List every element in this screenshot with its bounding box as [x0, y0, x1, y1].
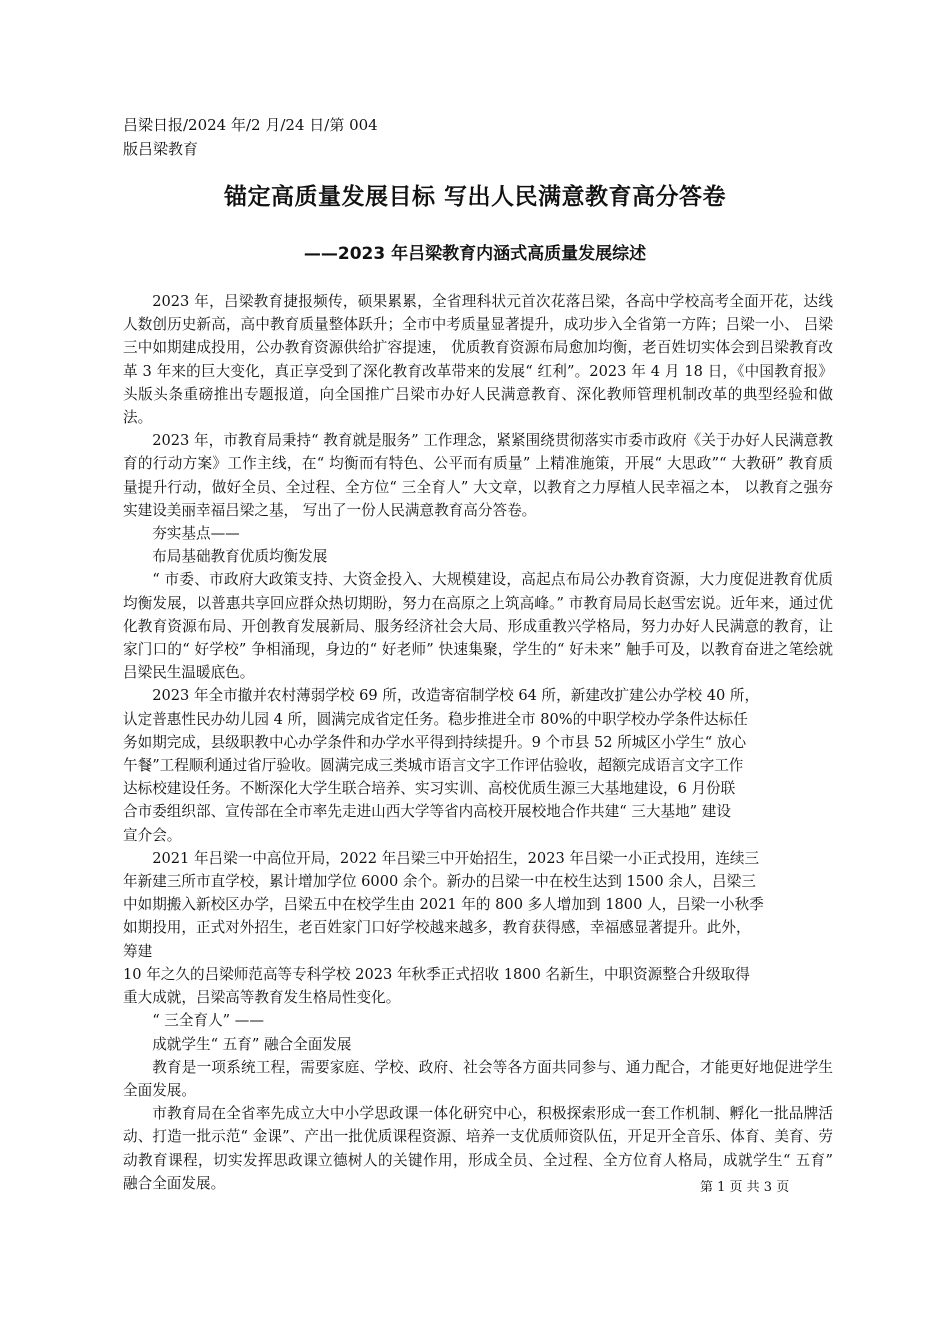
paragraph-line: 2023 年全市撤并农村薄弱学校 69 所，改造寄宿制学校 64 所，新建改扩建公办学校 40 所， [152, 687, 760, 705]
paragraph: 2023 年，吕梁教育捷报频传，硕果累累，全省理科状元首次花落吕梁，各高中学校高考全面开花，达线人数创历史新高，高中教育质量整体跃升；全市中考质量显著提升，成功步入全省第一方阵；吕梁一小、 吕梁三中如期建成投用，公办教育资源供给扩容提速， 优质教育资源布局愈加均衡，老百姓切实体会到吕梁教育改革 3 年来的巨大变化，真正享受到了深化教育改革带来的发展“ 红利”。2023 年 4 月 18 日，《中国教育报》头版头条重磅推出专题报道，向全国推广吕梁市办好人民满意教育、深化教师管理机制改革的典型经验和做法。 [123, 293, 833, 427]
paragraph: 市教育局在全省率先成立大中小学思政课一体化研究中心，积极探索形成一套工作机制、孵化一批品牌活动、打造一批示范“ 金课”、产出一批优质课程资源、培养一支优质师资队伍，开足开全音乐、体育、美育、劳动教育课程，切实发挥思政课立德树人的关键作用，形成全员、全过程、全方位育人格局，成就学生“ 五育” 融合全面发展。 [123, 1105, 833, 1192]
paragraph-line: 中如期搬入新校区办学，吕梁五中在校学生由 2021 年的 800 多人增加到 1800 人，吕梁一小秋季 [123, 896, 764, 914]
paragraph: 2023 年，市教育局秉持“ 教育就是服务” 工作理念，紧紧围绕贯彻落实市委市政府《关于办好人民满意教育的行动方案》工作主线，在“ 均衡而有特色、公平而有质量” 上精准施策，开展“ 大思政”“ 大教研” 教育质量提升行动，做好全员、全过程、全方位“ 三全育人” 大文章，以教育之力厚植人民幸福之本， 以教育之强夯实建设美丽幸福吕梁之基， 写出了一份人民满意教育高分答卷。 [123, 432, 833, 519]
paragraph-line: 如期投用，正式对外招生，老百姓家门口好学校越来越多，教育获得感，幸福感显著提升。此外， [123, 919, 751, 937]
section-line: 版吕梁教育 [123, 140, 199, 158]
section-heading: “ 三全育人” —— [152, 1012, 264, 1030]
article-body [123, 290, 833, 1195]
paragraph-line: 合市委组织部、宣传部在全市率先走进山西大学等省内高校开展校地合作共建“ 三大基地” 建设 [123, 803, 731, 821]
paragraph-line: 达标校建设任务。不断深化大学生联合培养、实习实训、高校优质生源三大基地建设，6 月份联 [123, 780, 736, 798]
paragraph-line: 筹建 [123, 942, 153, 960]
publication-info [123, 113, 523, 161]
paragraph-line: 重大成就，吕梁高等教育发生格局性变化。 [123, 989, 401, 1007]
section-heading: 夯实基点—— [152, 525, 240, 543]
page-number: 第 1 页 共 3 页 [700, 1180, 790, 1195]
section-heading: 布局基础教育优质均衡发展 [152, 548, 328, 566]
paragraph-line: 宣介会。 [123, 826, 182, 844]
paragraph-line: 务如期完成，县级职教中心办学条件和办学水平得到持续提升。9 个市县 52 所城区小学生“ 放心 [123, 733, 747, 751]
publication-line: 吕梁日报/2024 年/2 月/24 日/第 004 [123, 116, 378, 134]
paragraph-line: 认定普惠性民办幼儿园 4 所，圆满完成省定任务。稳步推进全市 80%的中职学校办学条件达标任 [123, 710, 748, 728]
paragraph-line: 年新建三所市直学校，累计增加学位 6000 余个。新办的吕梁一中在校生达到 1500 余人，吕梁三 [123, 873, 756, 891]
section-heading: 成就学生“ 五育” 融合全面发展 [152, 1035, 352, 1053]
article-subtitle: ——2023 年吕梁教育内涵式高质量发展综述 [303, 244, 647, 264]
paragraph-line: 午餐”工程顺利通过省厅验收。圆满完成三类城市语言文字工作评估验收，超额完成语言文字工作 [123, 757, 744, 775]
paragraph-line: 10 年之久的吕梁师范高等专科学校 2023 年秋季正式招收 1800 名新生，中职资源整合升级取得 [123, 965, 750, 983]
paragraph: “ 市委、市政府大政策支持、大资金投入、大规模建设，高起点布局公办教育资源，大力度促进教育优质均衡发展，以普惠共享回应群众热切期盼，努力在高原之上筑高峰。” 市教育局局长赵雪宏说。近年来，通过优化教育资源布局、开创教育发展新局、服务经济社会大局、形成重教兴学格局，努力办好人民满意的教育，让家门口的“ 好学校” 争相涌现，身边的“ 好老师” 快速集聚，学生的“ 好未来” 触手可及，以教育奋进之笔绘就吕梁民生温暖底色。 [123, 571, 833, 682]
paragraph: 教育是一项系统工程，需要家庭、学校、政府、社会等各方面共同参与、通力配合，才能更好地促进学生全面发展。 [123, 1058, 833, 1099]
paragraph-line: 2021 年吕梁一中高位开局，2022 年吕梁三中开始招生，2023 年吕梁一小正式投用，连续三 [152, 849, 760, 867]
article-title: 锚定高质量发展目标 写出人民满意教育高分答卷 [223, 184, 726, 210]
